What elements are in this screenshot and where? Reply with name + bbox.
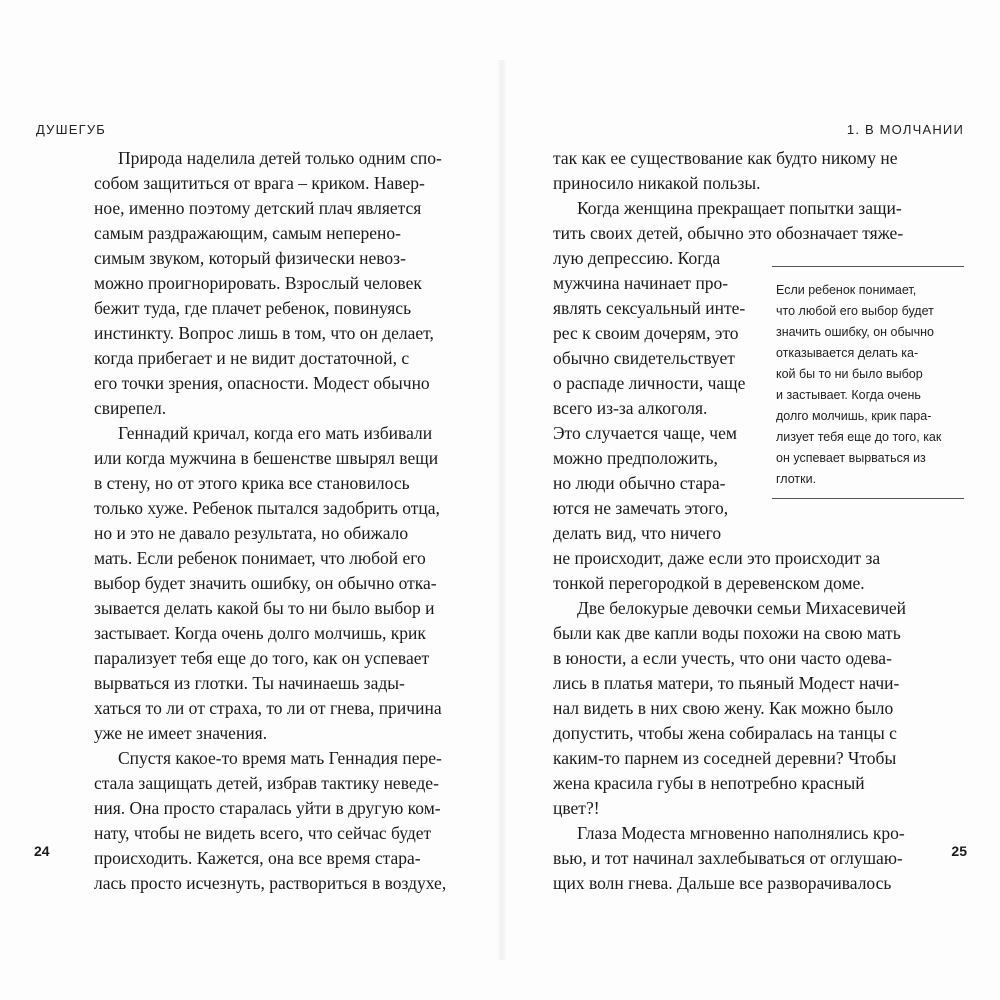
text-line: ются не замечать этого,: [553, 498, 729, 518]
text-line: стала защищать детей, избрав тактику неведе-: [94, 773, 439, 793]
text-line: уже не имеет значения.: [94, 723, 268, 743]
text-line: можно проигнорировать. Взрослый человек: [94, 273, 422, 293]
text-line: вью, и тот начинал захлебываться от оглушаю-: [553, 848, 903, 868]
text-line: тить своих детей, обычно это обозначает тяже-: [553, 223, 904, 243]
text-line: зывается делать какой бы то ни было выбор и: [94, 598, 435, 618]
text-line: лись в платья матери, то пьяный Модест начи-: [553, 673, 900, 693]
text-line: или когда мужчина в бешенстве швырял вещи: [94, 448, 439, 468]
text-line: выбор будет значить ошибку, он обычно отка-: [94, 573, 437, 593]
text-line: собом защититься от врага – криком. Навер-: [94, 173, 425, 193]
page-number-right: 25: [951, 843, 967, 859]
pull-quote-line: глотки.: [776, 472, 817, 486]
text-line: но люди обычно стара-: [553, 473, 726, 493]
text-line: приносило никакой пользы.: [553, 173, 761, 193]
text-line: в юности, а если учесть, что они часто одева-: [553, 648, 892, 668]
text-line: не происходит, даже если это происходит за: [553, 548, 881, 568]
text-line: так как ее существование как будто никому не: [553, 148, 898, 168]
text-line: тонкой перегородкой в деревенском доме.: [553, 573, 865, 593]
text-line: являть сексуальный интe-: [553, 298, 746, 318]
pull-quote-line: значить ошибку, он обычно: [776, 325, 934, 339]
pull-quote-top-rule: [772, 266, 964, 267]
text-line: Когда женщина прекращает попытки защи-: [577, 198, 902, 218]
running-head-left: ДУШЕГУБ: [36, 122, 107, 137]
book-gutter-shadow: [497, 60, 507, 960]
text-line: ное, именно поэтому детский плач является: [94, 198, 422, 218]
text-line: парализует тебя еще до того, как он успевает: [94, 648, 430, 668]
text-line: Природа наделила детей только одним спо-: [118, 148, 442, 168]
text-line: симым звуком, который физически невоз-: [94, 248, 406, 268]
text-line: только хуже. Ребенок пытался задобрить отца,: [94, 498, 440, 518]
pull-quote-line: долго молчишь, крик пара-: [776, 409, 932, 423]
text-line: вырваться из глотки. Ты начинаешь зады-: [94, 673, 405, 693]
text-line: хаться то ли от страха, то ли от гнева, причина: [94, 698, 442, 718]
text-line: каким-то парнем из соседней деревни? Чтобы: [553, 748, 897, 768]
text-line: допустить, чтобы жена собиралась на танцы с: [553, 723, 897, 743]
text-line: в стену, но от этого крика все становилось: [94, 473, 410, 493]
pull-quote-bottom-rule: [772, 498, 964, 499]
text-line: инстинкту. Вопрос лишь в том, что он делает,: [94, 323, 434, 343]
text-line: всего из-за алкоголя.: [553, 398, 708, 418]
text-line: можно предположить,: [553, 448, 718, 468]
pull-quote-line: Если ребенок понимает,: [776, 283, 917, 297]
text-line: бежит туда, где плачет ребенок, повинуясь: [94, 298, 412, 318]
text-line: лась просто исчезнуть, раствориться в воздухе,: [94, 873, 447, 893]
text-line: самым раздражающим, самым неперено-: [94, 223, 401, 243]
text-line: Глаза Модеста мгновенно наполнялись кро-: [577, 823, 905, 843]
text-line: мужчина начинает про-: [553, 273, 729, 293]
text-line: лую депрессию. Когда: [553, 248, 721, 268]
pull-quote-line: и застывает. Когда очень: [776, 388, 921, 402]
text-line: Спустя какое-то время мать Геннадия пере-: [118, 748, 442, 768]
text-line: застывает. Когда очень долго молчишь, крик: [94, 623, 426, 643]
pull-quote-line: отказывается делать ка-: [776, 346, 919, 360]
pull-quote-line: он успевает вырваться из: [776, 451, 926, 465]
pull-quote-line: лизует тебя еще до того, как: [776, 430, 942, 444]
text-line: о распаде личности, чаще: [553, 373, 746, 393]
text-line: рес к своим дочерям, это: [553, 323, 739, 343]
running-head-right: 1. В МОЛЧАНИИ: [846, 122, 964, 137]
text-line: нату, чтобы не видеть всего, что сейчас будет: [94, 823, 432, 843]
text-line: нал видеть в них свою жену. Как можно было: [553, 698, 894, 718]
page-number-left: 24: [34, 843, 50, 859]
text-line: цвет?!: [553, 798, 600, 818]
text-line: его точки зрения, опасности. Модест обычно: [94, 373, 430, 393]
text-line: делать вид, что ничего: [553, 523, 722, 543]
text-line: но и это не давало результата, но обижало: [94, 523, 409, 543]
text-line: обычно свидетельствует: [553, 348, 735, 368]
text-line: Это случается чаще, чем: [553, 423, 737, 443]
text-line: мать. Если ребенок понимает, что любой его: [94, 548, 426, 568]
text-line: происходить. Кажется, она все время стара-: [94, 848, 421, 868]
text-line: жена красила губы в непотребно красный: [553, 773, 865, 793]
text-line: были как две капли воды похожи на свою мать: [553, 623, 901, 643]
pull-quote-line: что любой его выбор будет: [776, 304, 934, 318]
pull-quote-line: кой бы то ни было выбор: [776, 367, 923, 381]
text-line: Две белокурые девочки семьи Михасевичей: [577, 598, 907, 618]
text-line: когда прибегает и не видит достаточной, с: [94, 348, 410, 368]
text-line: Геннадий кричал, когда его мать избивали: [118, 423, 433, 443]
text-line: свирепел.: [94, 398, 167, 418]
text-line: ния. Она просто старалась уйти в другую ком-: [94, 798, 441, 818]
text-line: щих волн гнева. Дальше все разворачивалось: [553, 873, 892, 893]
